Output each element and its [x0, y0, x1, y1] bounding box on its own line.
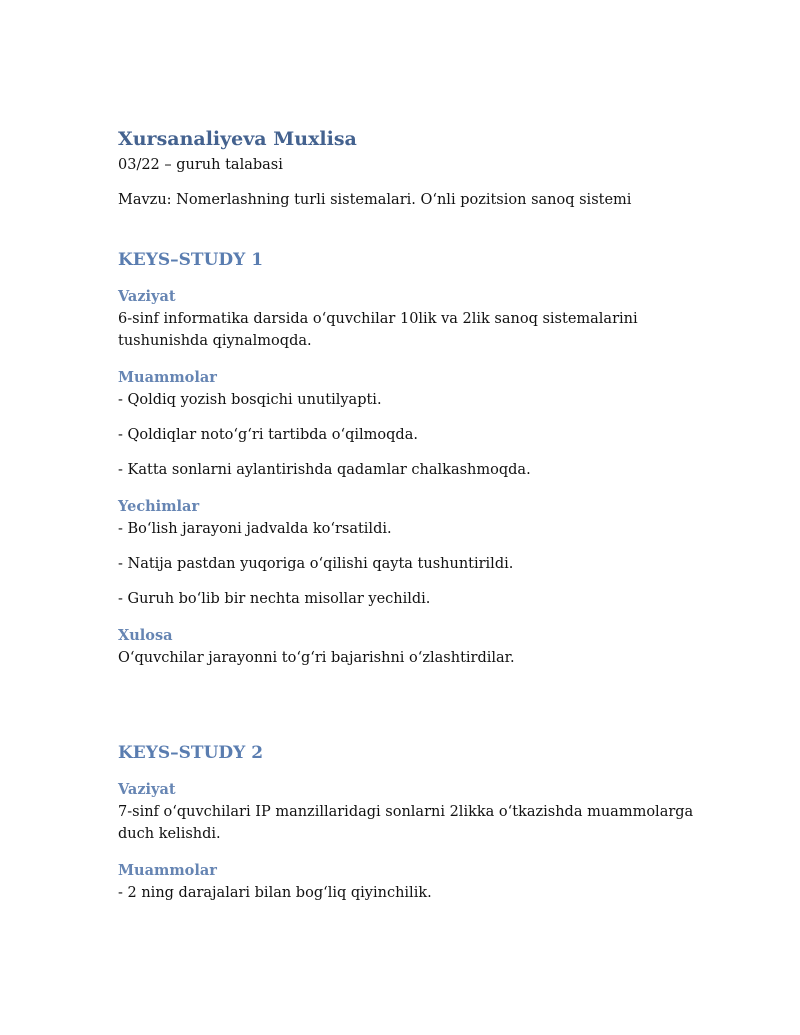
- problems-heading: Muammolar: [118, 862, 217, 879]
- situation-text: 7-sinf o‘quvchilari IP manzillaridagi sonlarni 2likka o‘tkazishda muammolarga duch kelishdi.: [118, 804, 694, 842]
- author-name: Xursanaliyeva Muxlisa: [118, 128, 357, 150]
- problem-item: - Qoldiqlar noto‘g‘ri tartibda o‘qilmoqda.: [118, 427, 418, 443]
- document-page: [118, 126, 698, 904]
- situation-heading: Vaziyat: [118, 781, 176, 798]
- problem-item: - Katta sonlarni aylantirishda qadamlar chalkashmoqda.: [118, 462, 531, 478]
- group-label: 03/22 – guruh talabasi: [118, 157, 283, 173]
- solution-item: - Guruh bo‘lib bir nechta misollar yechildi.: [118, 591, 431, 607]
- problem-item: - Qoldiq yozish bosqichi unutilyapti.: [118, 392, 382, 408]
- conclusion-heading: Xulosa: [118, 627, 173, 644]
- topic-line: Mavzu: Nomerlashning turli sistemalari. O‘nli pozitsion sanoq sistemi: [118, 192, 632, 208]
- solution-item: - Bo‘lish jarayoni jadvalda ko‘rsatildi.: [118, 521, 392, 537]
- problems-heading: Muammolar: [118, 369, 217, 386]
- case-study-2: [118, 741, 698, 904]
- case-study-1-title: KEYS–STUDY 1: [118, 250, 264, 270]
- case-study-2-title: KEYS–STUDY 2: [118, 743, 264, 763]
- case-study-1: [118, 248, 698, 669]
- problem-item: - 2 ning darajalari bilan bog‘liq qiyinchilik.: [118, 885, 432, 901]
- conclusion-text: O‘quvchilar jarayonni to‘g‘ri bajarishni o‘zlashtirdilar.: [118, 650, 515, 666]
- situation-heading: Vaziyat: [118, 288, 176, 305]
- solution-item: - Natija pastdan yuqoriga o‘qilishi qayta tushuntirildi.: [118, 556, 514, 572]
- situation-text: 6-sinf informatika darsida o‘quvchilar 10lik va 2lik sanoq sistemalarini tushunishda qiynalmoqda.: [118, 311, 638, 349]
- solutions-heading: Yechimlar: [118, 498, 200, 515]
